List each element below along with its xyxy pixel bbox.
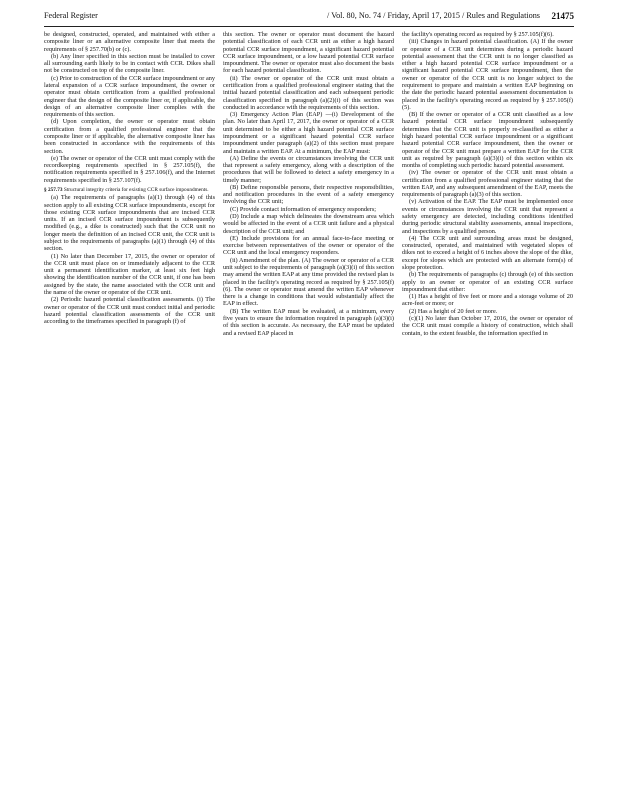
page-header <box>44 9 574 23</box>
paragraph-text: (E) Include provisions for an annual face-to-face meeting or exercise between representatives of the owner or operator of the CCR unit and the local emergency responders. <box>223 234 394 257</box>
section-number: § 257.73 <box>44 186 63 193</box>
paragraph-text: the facility's operating record as required by § 257.105(f)(6). <box>402 31 554 38</box>
paragraph <box>223 184 394 206</box>
paragraph <box>402 293 573 308</box>
paragraph <box>223 111 394 155</box>
paragraph-text: (B) If the owner or operator of a CCR unit classified as a low hazard potential CCR surface impoundment subsequently determines that the CCR unit is properly re-classified as either a high hazard potential CCR surface impoundment or a significant hazard potential CCR surface impoundment, then the owner or operator of the CCR unit must prepare a written EAP for the CCR unit as required by paragraph (a)(3)(i) of this section within six months of completing such periodic hazard potential assessment. <box>402 111 573 170</box>
paragraph <box>402 271 573 293</box>
paragraph-text: (c)(1) No later than October 17, 2016, the owner or operator of the CCR unit must compile a history of construction, which shall contain, to the extent feasible, the information specified in <box>402 314 573 337</box>
paragraph <box>223 155 394 184</box>
paragraph <box>223 206 394 213</box>
paragraph <box>223 235 394 257</box>
paragraph <box>44 31 215 53</box>
paragraph-text: (1) No later than December 17, 2015, the owner or operator of the CCR unit must place on or immediately adjacent to the CCR unit a permanent identification marker, at least six feet high showing the identification number of the CCR unit, if one has been assigned by the state, the name associated with the CCR unit and the name of the owner or operator of the CCR unit. <box>44 252 215 296</box>
column-3 <box>402 31 573 791</box>
paragraph <box>402 31 573 38</box>
paragraph-text: (2) Periodic hazard potential classification assessments. (i) The owner or operator of the CCR unit must conduct initial and periodic hazard potential classification assessments of the CCR unit according to the timeframes specified in paragraph (f) of <box>44 296 215 326</box>
paragraph-text: (b) The requirements of paragraphs (c) through (e) of this section apply to an owner or operator of an existing CCR surface impoundment that either: <box>402 271 573 293</box>
paragraph-text: (B) The written EAP must be evaluated, at a minimum, every five years to ensure the information required in paragraph (a)(3)(i) of this section is accurate. As necessary, the EAP must be updated and a revised EAP placed in <box>223 307 394 337</box>
paragraph-text: (D) Include a map which delineates the downstream area which would be affected in the event of a CCR unit failure and a physical description of the CCR unit; and <box>223 213 394 235</box>
paragraph <box>44 53 215 75</box>
paragraph-text: (a) The requirements of paragraphs (a)(1) through (4) of this section apply to all existing CCR surface impoundments, except for those existing CCR surface impoundments that are incised CCR units. If an incised CCR surface impoundment is subsequently modified (e.g., a dike is constructed) such that the CCR unit no longer meets the definition of an incised CCR unit, the CCR unit is subject to the requirements of paragraphs (a)(1) through (4) of this section. <box>44 194 215 253</box>
paragraph-text: this section. The owner or operator must document the hazard potential classification of each CCR unit as either a high hazard potential CCR surface impoundment, a significant hazard potential CCR surface impoundment, or a low hazard potential CCR surface impoundment. The owner or operator must also document the basis for each hazard potential classification. <box>223 31 394 75</box>
paragraph-text: (3) Emergency Action Plan (EAP) —(i) Development of the plan. No later than April 17, 2017, the owner or operator of a CCR unit determined to be either a high hazard potential CCR surface impoundment or a significant hazard potential CCR surface impoundment under paragraph (a)(2) of this section must prepare and maintain a written EAP. At a minimum, the EAP must: <box>223 111 394 155</box>
paragraph <box>402 111 573 169</box>
paragraph-text: (iv) The owner or operator of the CCR unit must obtain a certification from a qualified professional engineer stating that the written EAP, and any subsequent amendment of the EAP, meets the requirements of paragraph (a)(3) of this section. <box>402 169 573 199</box>
paragraph <box>44 194 215 252</box>
paragraph-text: be designed, constructed, operated, and maintained with either a composite liner or an alternative composite liner that meets the requirements of § 257.70(b) or (c). <box>44 31 215 53</box>
section-heading <box>44 187 215 193</box>
paragraph-text: (ii) Amendment of the plan. (A) The owner or operator of a CCR unit subject to the requirements of paragraph (a)(3)(i) of this section may amend the written EAP at any time provided the revised plan is placed in the facility's operating record as required by § 257.105(f)(6). The owner or operator must amend the written EAP whenever there is a change in conditions that would substantially affect the EAP in effect. <box>223 256 394 308</box>
paragraph <box>223 213 394 235</box>
paragraph-text: (B) Define responsible persons, their respective responsibilities, and notification procedures in the event of a safety emergency involving the CCR unit; <box>223 183 394 206</box>
paragraph <box>223 75 394 111</box>
paragraph <box>402 235 573 271</box>
paragraph <box>402 198 573 234</box>
paragraph-text: (e) The owner or operator of the CCR unit must comply with the recordkeeping requirements specified in § 257.105(f), the notification requirements specified in § 257.106(f), and the Internet requirements specified in § 257.107(f). <box>44 154 215 184</box>
paragraph <box>223 257 394 308</box>
paragraph <box>223 308 394 337</box>
paragraph <box>44 296 215 325</box>
paragraph <box>44 75 215 119</box>
paragraph <box>44 155 215 184</box>
paragraph-text: (1) Has a height of five feet or more and a storage volume of 20 acre-feet or more; or <box>402 293 573 308</box>
text-columns <box>44 31 574 791</box>
publication-name: Federal Register <box>44 11 98 20</box>
paragraph <box>223 31 394 75</box>
paragraph-text: (v) Activation of the EAP. The EAP must be implemented once events or circumstances involving the CCR unit that represent a safety emergency are detected, including conditions identified during periodic structural stability assessments, annual inspections, and inspections by a qualified person. <box>402 198 573 235</box>
paragraph <box>44 118 215 154</box>
paragraph <box>402 169 573 198</box>
paragraph-text: (4) The CCR unit and surrounding areas must be designed, constructed, operated, and maintained with vegetated slopes of dikes not to exceed a height of 6 inches above the slope of the dike, except for slopes which are protected with an alternate form(s) of slope protection. <box>402 234 573 271</box>
paragraph-text: (iii) Changes in hazard potential classification. (A) If the owner or operator of a CCR unit determines during a periodic hazard potential assessment that the CCR unit is no longer classified as either a high hazard potential CCR surface impoundment or a significant hazard potential CCR surface impoundment, then the owner or operator of the CCR unit is no longer subject to the requirement to prepare and maintain a written EAP beginning on the date the periodic hazard potential assessment documentation is placed in the facility's operating record as required by § 257.105(f)(5). <box>402 38 573 111</box>
paragraph <box>402 38 573 111</box>
header-rule <box>44 26 574 27</box>
paragraph <box>402 308 573 315</box>
column-2 <box>223 31 394 791</box>
paragraph-text: (c) Prior to construction of the CCR surface impoundment or any lateral expansion of a CCR surface impoundment, the owner or operator must obtain certification from a qualified professional engineer that the design of the composite liner or, if applicable, the design of an alternative composite liner complies with the requirements of this section. <box>44 74 215 119</box>
running-head: / Vol. 80, No. 74 / Friday, April 17, 2015 / Rules and Regulations <box>327 11 540 20</box>
paragraph-text: (C) Provide contact information of emergency responders; <box>230 205 377 213</box>
paragraph-text: (A) Define the events or circumstances involving the CCR unit that represent a safety emergency, along with a description of the procedures that will be followed to detect a safety emergency in a timely manner; <box>223 154 394 184</box>
column-1 <box>44 31 215 791</box>
paragraph-text: (ii) The owner or operator of the CCR unit must obtain a certification from a qualified professional engineer stating that the initial hazard potential classification and each subsequent periodic classification specified in paragraph (a)(2)(i) of this section was conducted in accordance with the requirements of this section. <box>223 74 394 111</box>
paragraph-text: (d) Upon completion, the owner or operator must obtain certification from a qualified professional engineer that the composite liner or if applicable, the alternative composite liner has been constructed in accordance with the requirements of this section. <box>44 118 215 155</box>
page-number: 21475 <box>551 11 574 21</box>
paragraph-text: Structural integrity criteria for existing CCR surface impoundments. <box>63 186 209 193</box>
paragraph-text: (2) Has a height of 20 feet or more. <box>409 307 498 315</box>
paragraph <box>44 253 215 297</box>
paragraph <box>402 315 573 337</box>
paragraph-text: (b) Any liner specified in this section must be installed to cover all surrounding earth likely to be in contact with CCR. Dikes shall not be constructed on top of the composite liner. <box>44 52 215 75</box>
